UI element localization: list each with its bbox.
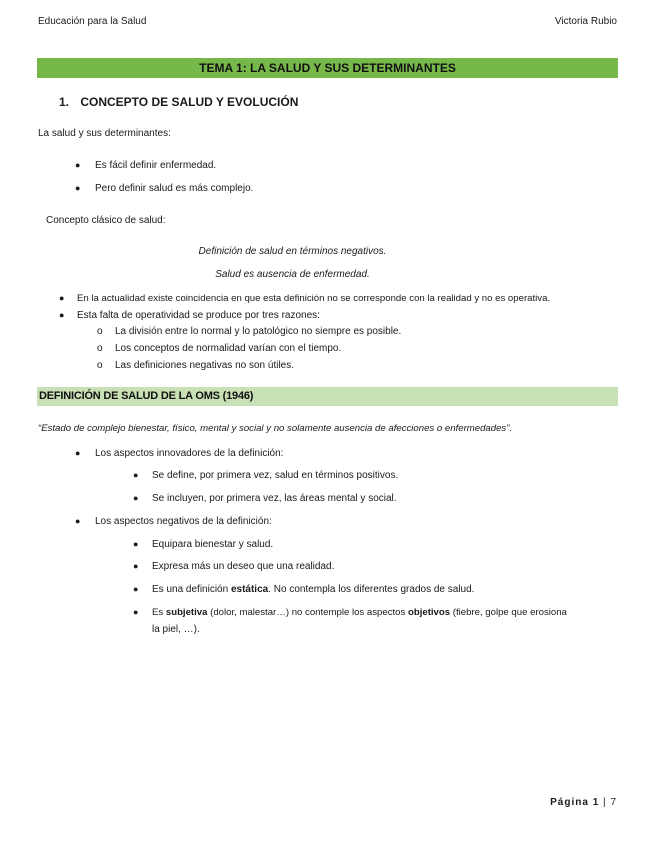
list-item: Los conceptos de normalidad varían con el tiempo. — [115, 343, 342, 354]
text-run: Es — [152, 607, 166, 618]
bullet-dot: ● — [59, 310, 65, 320]
classic-definition-line-1: Definición de salud en términos negativos. — [198, 246, 387, 257]
footer-page-number: 1 — [592, 797, 600, 808]
classic-definition-line-2: Salud es ausencia de enfermedad. — [215, 269, 370, 280]
list-item: Los aspectos innovadores de la definición: — [95, 448, 284, 459]
bullet-dot: ● — [133, 561, 139, 571]
text-run: (fiebre, golpe que erosiona — [450, 607, 567, 618]
bullet-dot: ● — [133, 470, 139, 480]
footer-label: Página — [550, 797, 589, 808]
list-item: Equipara bienestar y salud. — [152, 539, 274, 550]
bullet-dot: ● — [133, 607, 139, 617]
list-item: Expresa más un deseo que una realidad. — [152, 561, 335, 572]
section-heading-1 — [59, 95, 298, 109]
sub-bullet-circle: o — [97, 360, 103, 371]
list-item — [152, 607, 567, 618]
who-quote: “Estado de complejo bienestar, físico, mental y social y no solamente ausencia de afecciones o enfermedades”. — [38, 423, 513, 434]
list-item: Es fácil definir enfermedad. — [95, 160, 217, 171]
list-item: Se incluyen, por primera vez, las áreas mental y social. — [152, 493, 397, 504]
text-run: . No contempla los diferentes grados de salud. — [268, 584, 475, 595]
bullet-dot: ● — [75, 516, 81, 526]
bullet-dot: ● — [59, 293, 65, 303]
header-course-title: Educación para la Salud — [38, 16, 147, 27]
intro-text: La salud y sus determinantes: — [38, 128, 171, 139]
list-item: Esta falta de operatividad se produce por tres razones: — [77, 310, 320, 321]
bullet-dot: ● — [133, 539, 139, 549]
bullet-dot: ● — [75, 448, 81, 458]
page-title-bar — [37, 58, 618, 78]
list-item: En la actualidad existe coincidencia en que esta definición no se corresponde con la realidad y no es operativa. — [77, 293, 551, 304]
list-item: Los aspectos negativos de la definición: — [95, 516, 272, 527]
section-heading-text: CONCEPTO DE SALUD Y EVOLUCIÓN — [80, 95, 299, 109]
bullet-dot: ● — [75, 183, 81, 193]
footer-total-pages: 7 — [610, 797, 617, 808]
list-item: La división entre lo normal y lo patológico no siempre es posible. — [115, 326, 402, 337]
footer-separator: | — [603, 797, 607, 808]
text-run: Es una definición — [152, 584, 231, 595]
section-number: 1. — [59, 95, 70, 109]
page-title: TEMA 1: LA SALUD Y SUS DETERMINANTES — [199, 61, 456, 75]
list-item — [152, 584, 474, 595]
section-heading-2-bar — [37, 387, 618, 406]
bullet-dot: ● — [133, 493, 139, 503]
bold-term: subjetiva — [165, 607, 208, 618]
list-item-continuation: la piel, …). — [152, 624, 200, 635]
header-author: Victoria Rubio — [554, 16, 617, 27]
bold-term: objetivos — [407, 607, 451, 618]
bullet-dot: ● — [133, 584, 139, 594]
classic-concept-label: Concepto clásico de salud: — [46, 215, 166, 226]
page-footer — [550, 797, 617, 808]
list-item: Se define, por primera vez, salud en términos positivos. — [152, 470, 399, 481]
section-heading-2: DEFINICIÓN DE SALUD DE LA OMS (1946) — [39, 390, 254, 402]
bullet-dot: ● — [75, 160, 81, 170]
list-item: Pero definir salud es más complejo. — [95, 183, 254, 194]
list-item: Las definiciones negativas no son útiles. — [115, 360, 295, 371]
text-run: (dolor, malestar…) no contemple los aspectos — [207, 607, 408, 618]
bold-term: estática — [230, 584, 269, 595]
sub-bullet-circle: o — [97, 343, 103, 354]
sub-bullet-circle: o — [97, 326, 103, 337]
